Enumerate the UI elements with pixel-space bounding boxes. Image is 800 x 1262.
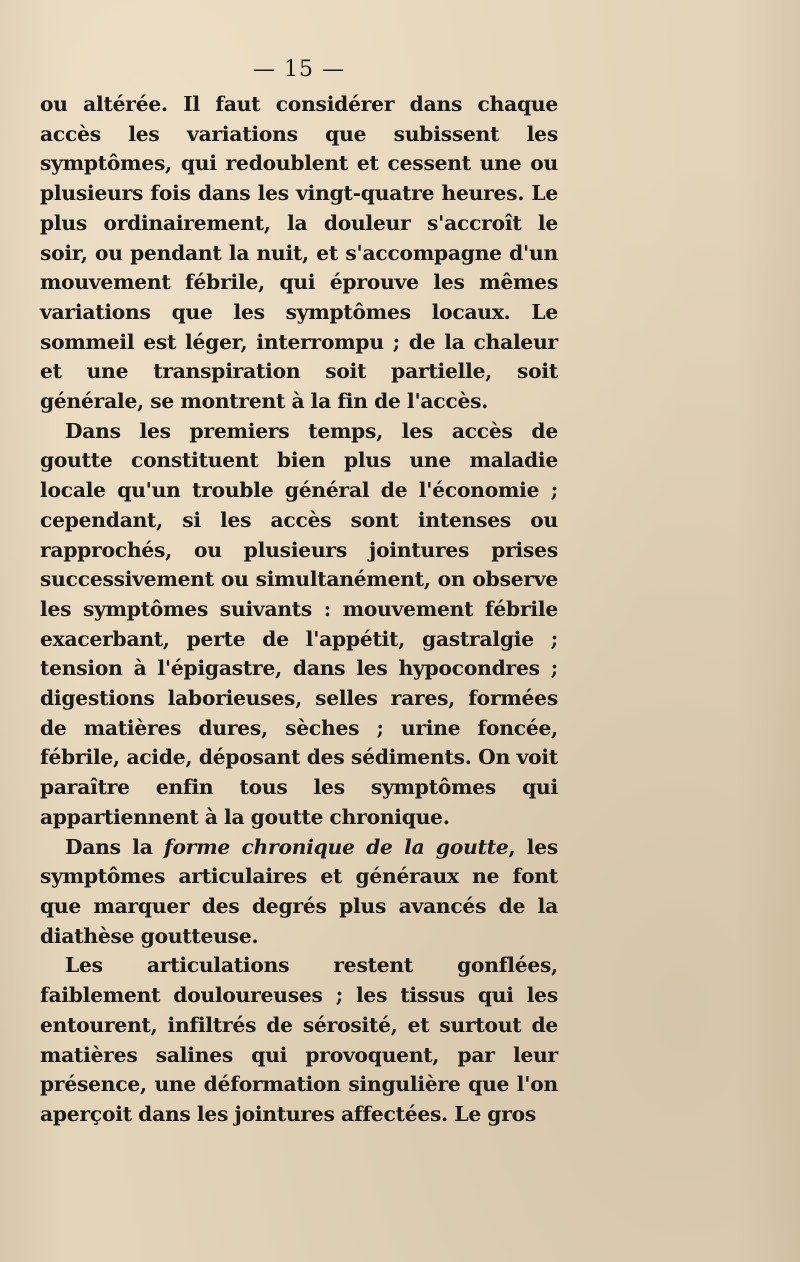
paragraph-4: Les articulations restent gonflées, faiblement douloureuses ; les tissus qui les entourent, infiltrés de sérosité, et surtout de matières salines qui provoquent, par leur présence, une déformation singulière que l'on aperçoit dans les jointures affectées. Le gros [40,953,558,1126]
book-page [40,52,558,1130]
paragraph-3-lead: Dans la [65,834,165,859]
paragraph-1: ou altérée. Il faut considérer dans chaque accès les variations que subissent les symptômes, qui redoublent et cessent une ou plusieurs fois dans les vingt-quatre heures. Le plus ordinairement, la douleur s'accroît le soir, ou pendant la nuit, et s'accompagne d'un mouvement fébrile, qui éprouve les mêmes variations que les symptômes locaux. Le sommeil est léger, interrompu ; de la chaleur et une transpiration soit partielle, soit générale, se montrent à la fin de l'accès. [40,92,558,414]
page-number: — 15 — [253,57,345,82]
paragraph-3-rest: , les symptômes articulaires et généraux ne font que marquer des degrés plus avancés de la diathèse goutteuse. [40,834,559,948]
paragraph-3 [40,833,558,952]
paragraph-2: Dans les premiers temps, les accès de goutte constituent bien plus une maladie locale qu'un trouble général de l'économie ; cependant, si les accès sont intenses ou rapprochés, ou plusieurs jointures prises successivement ou simultanément, on observe les symptômes suivants : mouvement fébrile exacerbant, perte de l'appétit, gastralgie ; tension à l'épigastre, dans les hypocondres ; digestions laborieuses, selles rares, formées de matières dures, sèches ; urine foncée, fébrile, acide, déposant des sédiments. On voit paraître enfin tous les symptômes qui appartiennent à la goutte chronique. [40,418,558,829]
paragraph-3-emphasis: forme chronique de la goutte [164,834,509,859]
